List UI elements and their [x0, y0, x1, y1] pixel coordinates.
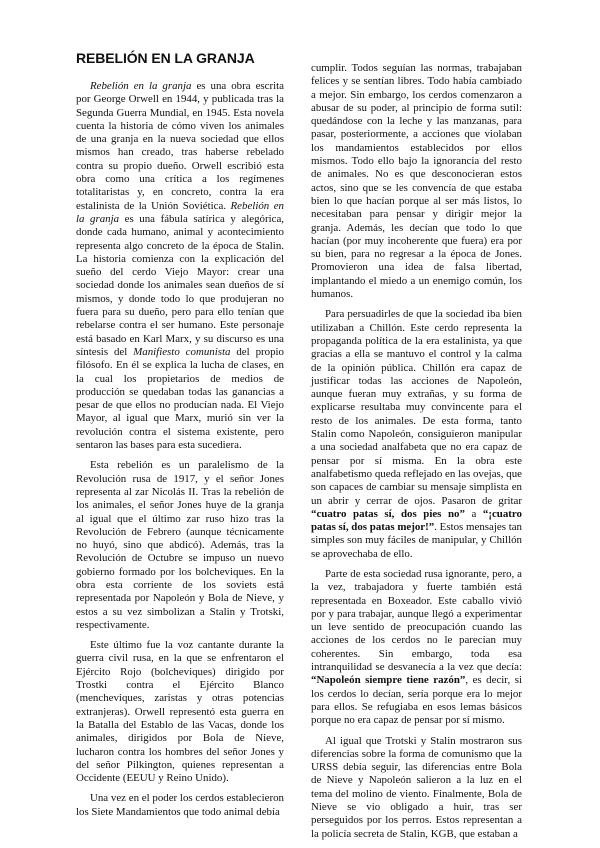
book-title-italic: Rebelión en la granja [90, 80, 192, 92]
text-run: Parte de esta sociedad rusa ignorante, pero, a la vez, trabajadora y fuerte también está representada en Boxeador. Este caballo vivió por y para trabajar, aunque llegó a experimentar un leve sentido de preocupación cuando las acciones de los cerdos no le parecían muy coherentes. Sin embargo, toda esa intranquilidad se desvanecía a la vez que decía: [311, 567, 522, 674]
paragraph-intro [76, 80, 284, 452]
left-column [76, 50, 284, 826]
paragraph-propaganda [311, 308, 522, 561]
paragraph-commandments: Una vez en el poder los cerdos establecieron los Siete Mandamientos que todo animal debía [76, 792, 284, 818]
text-run: es una obra escrita por George Orwell en 1944, y publicada tras la Segunda Guerra Mundial, en 1945. Esta novela cuenta la historia de cómo viven los animales de una granja en la nueva sociedad que ellos mismos han creado, tras haberse rebelado contra su propio dueño. Orwell escribió esta obra como una crítica a los regímenes totalitaristas y, en concreto, contra la era estalinista de la Unión Soviética. [76, 80, 284, 212]
article-title: REBELIÓN EN LA GRANJA [76, 50, 255, 66]
sheep-slogan-quote: “¡cuatro patas sí, dos patas mejor!” [311, 507, 522, 534]
boxer-slogan-quote: “Napoleón siempre tiene razón” [311, 674, 466, 687]
paragraph-revolution: Esta rebelión es un paralelismo de la Revolución rusa de 1917, y el señor Jones representa al zar Nicolás II. Tras la rebelión de los animales, el señor Jones huye de la granja al igual que el último zar ruso hizo tras la Revolución de Febrero (aunque técnicamente no huyó, sino que abdicó). Además, tras la Revolución de Octubre se impuso un nuevo gobierno formado por los bolcheviques. En la obra esta corriente de los soviets está representada por Napoleón y Bola de Nieve, y estos a su vez simbolizan a Stalin y Trotski, respectivamente. [76, 459, 284, 631]
right-column [311, 62, 522, 848]
paragraph-trotski-stalin: Al igual que Trotski y Stalin mostraron sus diferencias sobre la forma de comunismo que la URSS debía seguir, las diferencias entre Bola de Nieve y Napoleón salieron a la luz en el tema del molino de viento. Finalmente, Bola de Nieve se vio obligado a huir, tras ser perseguidos por los perros. Estos representan a la policía secreta de Stalin, KGB, que estaban a [311, 734, 522, 840]
book-title-italic: Rebelión en la granja [76, 199, 284, 225]
text-run: del propio filósofo. En él se explica la lucha de clases, en la cual los propietarios de medios de producción se quedaban todas las ganancias a pesar de que ellos no producían nada. El Viejo Mayor, al igual que Marx, murió sin ver la revolución contra el sistema existente, pero sentaron las bases para esta sucediera. [76, 345, 284, 452]
text-run: Para persuadirles de que la sociedad iba bien utilizaban a Chillón. Este cerdo representa la propaganda política de la era estalinista, ya que gracias a ella se mantuvo el control y la calma de la opinión pública. Chillón era capaz de justificar todas las acciones de Napoleón, aunque fueran muy extrañas, y su forma de explicarse resultaba muy convincente para el resto de los animales. De esta forma, tanto Stalin como Napoleón, consiguieron manipular a una sociedad analfabeta que no era capaz de pensar por sí misma. En la obra este analfabetismo queda reflejado en las ovejas, que son capaces de cambiar su mensaje simplista en un abrir y cerrar de ojos. Pasaron de gritar [311, 308, 522, 507]
text-run: . Estos mensajes tan simples son muy fáciles de manipular, y Chillón se aprovechaba de ello. [311, 521, 522, 560]
paragraph-civil-war: Este último fue la voz cantante durante la guerra civil rusa, en la que se enfrentaron el Ejército Rojo (bolcheviques) dirigido por Trostki contra el Ejército Blanco (mencheviques, zaristas y otras potencias extranjeras). Orwell representó esta guerra en la Batalla del Establo de las Vacas, donde los animales, dirigidos por Bola de Nieve, lucharon contra los hombres del señor Jones y del señor Pilkington, quienes representan a Occidente (EEUU y Reino Unido). [76, 639, 284, 785]
text-run: es una fábula satírica y alegórica, donde cada humano, animal y acontecimiento representa algo concreto de la época de Stalin. La historia comienza con la explicación del sueño del cerdo Viejo Mayor: crear una sociedad donde los animales sean dueños de sí mismos, y donde todo lo que produjeran no fuera para su dueño, pero para ello tenían que rebelarse contra el ser humano. Este personaje está basado en Karl Marx, y su discurso es una síntesis del [76, 212, 285, 358]
manifesto-title-italic: Manifiesto comunista [133, 345, 231, 358]
text-run: , es decir, si los cerdos lo decían, sería porque era lo mejor para ellos. Se refugiaba en esos lemas básicos porque no era capaz de pensar por sí mismo. [311, 674, 523, 727]
paragraph-continuation: cumplir. Todos seguían las normas, trabajaban felices y se sentían libres. Todo había cambiado a mejor. Sin embargo, los cerdos comenzaron a abusar de su poder, al principio de forma sutil: quedándose con la leche y las manzanas, para pasar, posteriormente, a acciones que violaban los mandamientos establecidos por ellos mismos. Todo ello bajo la ignorancia del resto de animales. No es que desconocieran estos actos, sino que se les convencía de que estaba bien lo que hacían porque al ser más listos, lo necesitaban para pensar y dirigir mejor la granja. Además, les decían que todo lo que hacían (por muy incoherente que fuera) era por su bien, para no regresar a la época de Jones. Promovieron una idea de falsa libertad, implantando el miedo a un enemigo común, los humanos. [311, 62, 522, 301]
sheep-slogan-quote: “cuatro patas sí, dos pies no” [311, 507, 465, 520]
text-run: a [464, 507, 483, 520]
paragraph-boxer [311, 568, 522, 728]
